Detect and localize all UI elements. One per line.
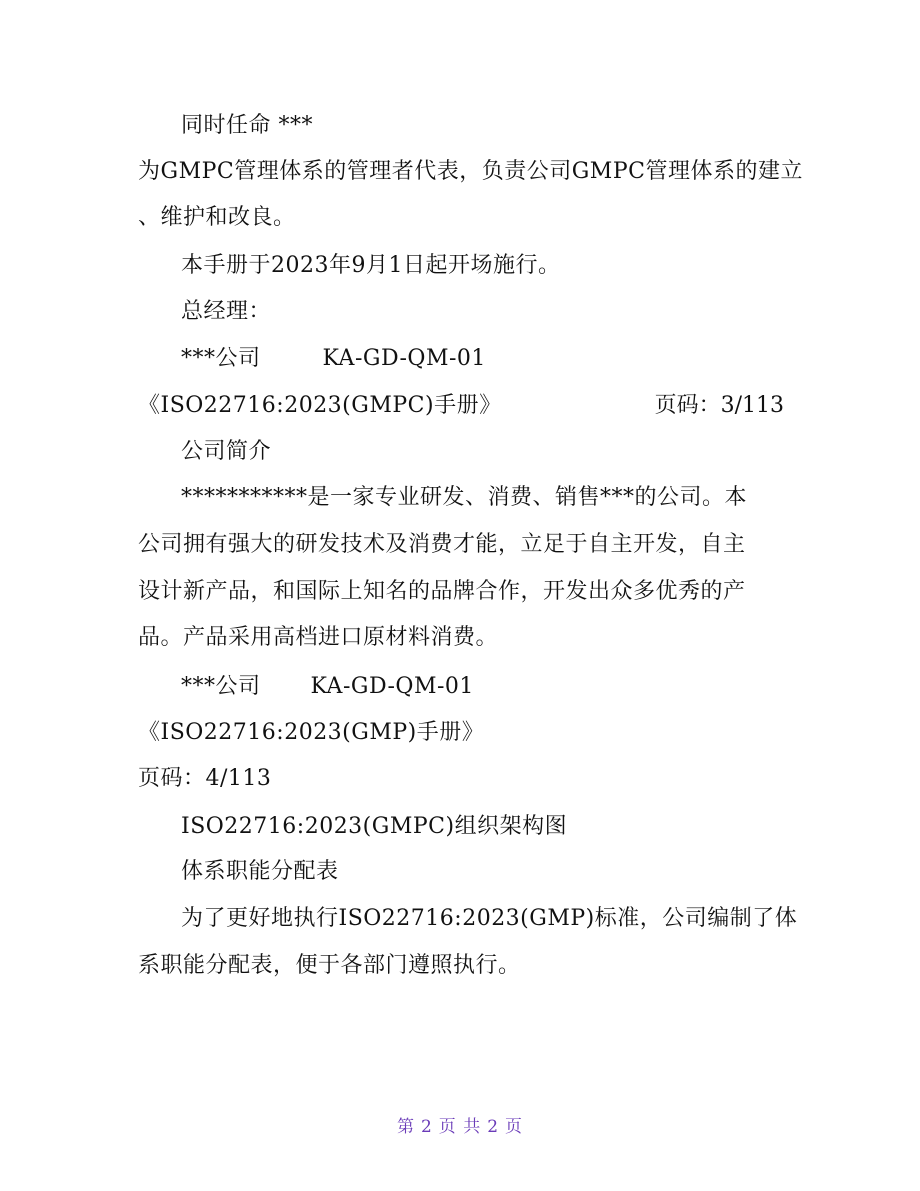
appointment-text-line-1: 为GMPC管理体系的管理者代表，负责公司GMPC管理体系的建立 — [138, 159, 803, 184]
page-number-label: 页码：3/113 — [654, 393, 784, 418]
function-text-line-1: 为了更好地执行ISO22716:2023(GMP)标准，公司编制了体 — [181, 906, 798, 931]
appointment-text-line-2: 、维护和改良。 — [138, 205, 296, 230]
manual-title-line-2: 《ISO22716:2023(GMP)手册》 — [138, 720, 485, 745]
general-manager-label: 总经理： — [181, 299, 272, 324]
effective-date-text: 本手册于2023年9月1日起开场施行。 — [181, 253, 561, 278]
company-name-2: ***公司 — [181, 674, 261, 699]
function-table-title: 体系职能分配表 — [181, 859, 339, 884]
appointment-line: 同时任命 *** — [181, 113, 313, 138]
document-code: KA-GD-QM-01 — [322, 346, 486, 371]
intro-line-4: 品。产品采用高档进口原材料消费。 — [138, 625, 499, 650]
page-header-company-line — [181, 345, 486, 373]
intro-line-1: ***********是一家专业研发、消费、销售***的公司。本 — [181, 485, 748, 510]
company-name: ***公司 — [181, 346, 261, 371]
intro-line-3: 设计新产品，和国际上知名的品牌合作，开发出众多优秀的产 — [138, 579, 746, 604]
footer-middle: 页 共 — [438, 1117, 482, 1137]
intro-line-2: 公司拥有强大的研发技术及消费才能，立足于自主开发，自主 — [138, 532, 746, 557]
footer-prefix: 第 — [396, 1117, 415, 1137]
org-chart-title: ISO22716:2023(GMPC)组织架构图 — [181, 814, 568, 839]
document-code-2: KA-GD-QM-01 — [310, 674, 474, 699]
footer-current-page: 2 — [420, 1117, 433, 1137]
function-text-line-2: 系职能分配表，便于各部门遵照执行。 — [138, 953, 521, 978]
footer-total-pages: 2 — [487, 1117, 500, 1137]
section-title-company-intro: 公司简介 — [181, 439, 272, 464]
page-footer — [0, 1112, 920, 1137]
page-header-company-line-2 — [181, 673, 474, 701]
page-number-label-2: 页码：4/113 — [138, 766, 272, 791]
manual-title-line: 《ISO22716:2023(GMPC)手册》 — [138, 393, 502, 418]
footer-suffix: 页 — [505, 1117, 524, 1137]
